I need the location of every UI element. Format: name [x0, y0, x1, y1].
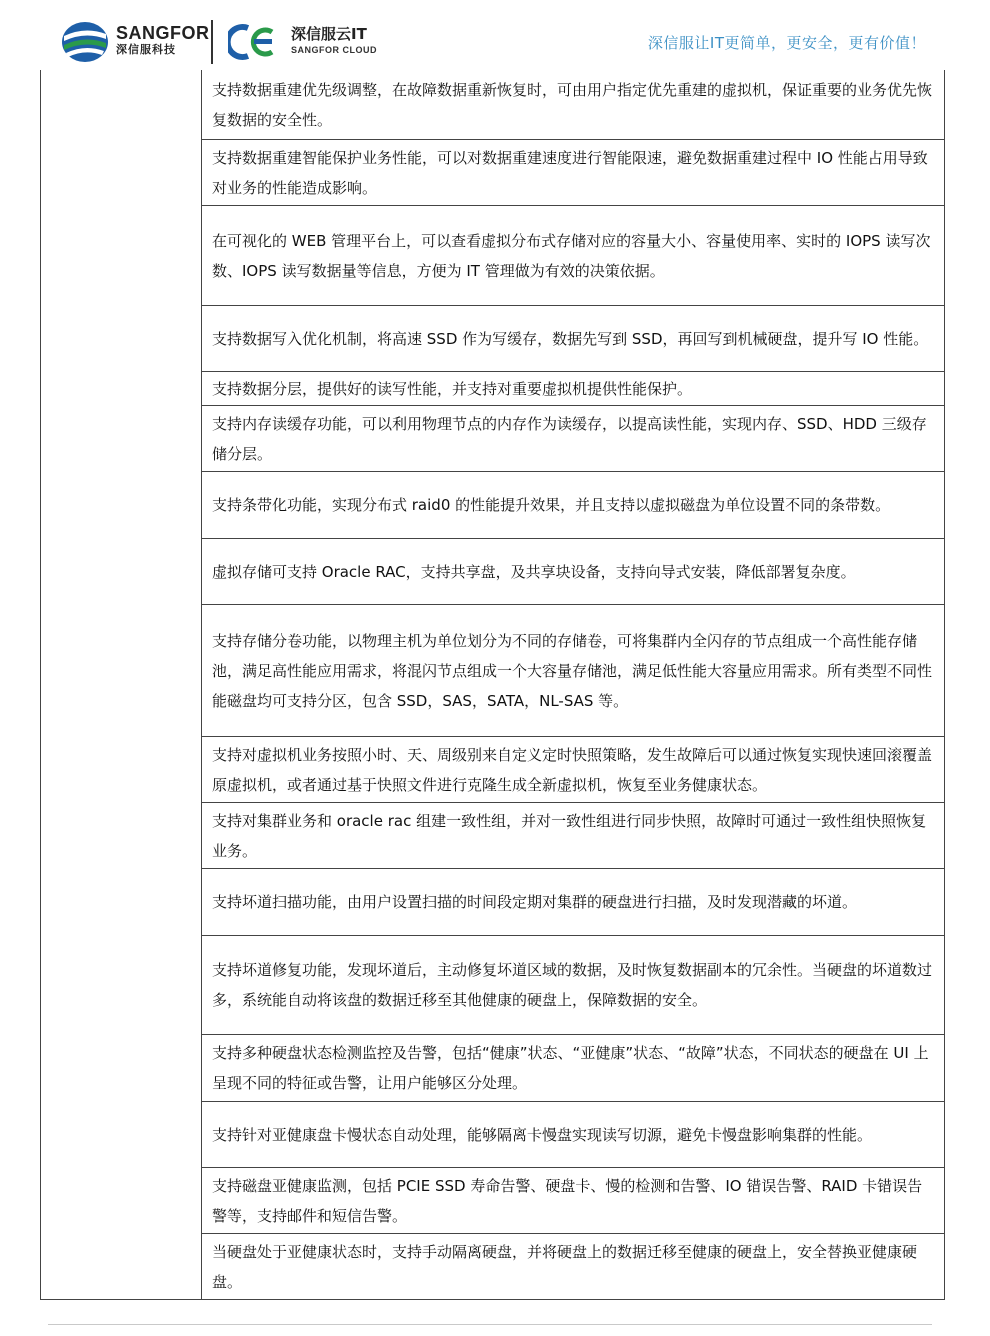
table-row [202, 472, 944, 539]
row-text: 支持数据分层，提供好的读写性能，并支持对重要虚拟机提供性能保护。 [212, 379, 693, 398]
row-text: 支持坏道扫描功能，由用户设置扫描的时间段定期对集群的硬盘进行扫描，及时发现潜藏的坏道。 [212, 893, 858, 911]
table-row [202, 372, 944, 406]
row-text: 支持坏道修复功能，发现坏道后，主动修复坏道区域的数据，及时恢复数据副本的冗余性。当硬盘的坏道数过多，系统能自动将该盘的数据迁移至其他健康的硬盘上，保障数据的安全。 [212, 961, 933, 1009]
row-text: 在可视化的 WEB 管理平台上，可以查看虚拟分布式存储对应的容量大小、容量使用率、实时的 IOPS 读写次数、IOPS 读写数据量等信息，方便为 IT 管理做为有效的决策依据。 [212, 231, 931, 280]
slogan: 深信服让IT更简单，更安全，更有价值！ [647, 34, 926, 52]
row-text: 支持条带化功能，实现分布式 raid0 的性能提升效果，并且支持以虚拟磁盘为单位设置不同的条带数。 [212, 496, 891, 514]
row-text: 支持多种硬盘状态检测监控及告警，包括“健康”状态、“亚健康”状态、“故障”状态，不同状态的硬盘在 UI 上呈现不同的特征或告警，让用户能够区分处理。 [212, 1044, 929, 1092]
page-header [0, 0, 990, 70]
cloud-name-cn: 深信服云IT [291, 25, 367, 43]
table-row [202, 869, 944, 936]
table-row [202, 306, 944, 372]
table-row [202, 936, 944, 1035]
row-text: 支持磁盘亚健康监测，包括 PCIE SSD 寿命告警、硬盘卡、慢的检测和告警、IO 错误告警、RAID 卡错误告警等，支持邮件和短信告警。 [212, 1176, 923, 1225]
feature-table [40, 70, 945, 1300]
table-row [202, 1035, 944, 1102]
cloud-name-en: SANGFOR CLOUD [291, 45, 377, 55]
cloud-brand [291, 25, 377, 57]
table-row [202, 70, 944, 140]
table-row [202, 1168, 944, 1234]
row-text: 虚拟存储可支持 Oracle RAC，支持共享盘，及共享块设备，支持向导式安装，降低部署复杂度。 [212, 562, 856, 581]
table-row [202, 1102, 944, 1168]
description-column [201, 70, 945, 1300]
sangfor-cloud-logo-icon [228, 22, 286, 62]
category-column [40, 70, 201, 1300]
header-divider [211, 20, 213, 64]
table-row [202, 539, 944, 605]
row-text: 支持数据写入优化机制，将高速 SSD 作为写缓存，数据先写到 SSD，再回写到机械硬盘，提升写 IO 性能。 [212, 329, 929, 348]
table-row [202, 406, 944, 472]
sangfor-brand [116, 23, 210, 57]
brand-name-cn: 深信服科技 [116, 43, 176, 56]
table-row [202, 206, 944, 306]
row-text: 当硬盘处于亚健康状态时，支持手动隔离硬盘，并将硬盘上的数据迁移至健康的硬盘上，安全替换亚健康硬盘。 [212, 1242, 918, 1291]
brand-name-en: SANGFOR [116, 23, 210, 43]
row-text: 支持数据重建智能保护业务性能，可以对数据重建速度进行智能限速，避免数据重建过程中 IO 性能占用导致对业务的性能造成影响。 [212, 148, 928, 197]
row-text: 支持对集群业务和 oracle rac 组建一致性组，并对一致性组进行同步快照，故障时可通过一致性组快照恢复业务。 [212, 811, 927, 860]
row-text: 支持针对亚健康盘卡慢状态自动处理，能够隔离卡慢盘实现读写切源，避免卡慢盘影响集群的性能。 [212, 1125, 873, 1144]
table-row [202, 1234, 944, 1300]
row-text: 支持对虚拟机业务按照小时、天、周级别来自定义定时快照策略，发生故障后可以通过恢复实现快速回滚覆盖原虚拟机，或者通过基于快照文件进行克隆生成全新虚拟机，恢复至业务健康状态。 [212, 745, 933, 794]
row-text: 支持内存读缓存功能，可以利用物理节点的内存作为读缓存，以提高读性能，实现内存、SSD、HDD 三级存储分层。 [212, 414, 927, 463]
sangfor-logo-icon [60, 20, 110, 64]
table-row [202, 140, 944, 206]
table-row [202, 803, 944, 869]
row-text: 支持存储分卷功能，以物理主机为单位划分为不同的存储卷，可将集群内全闪存的节点组成一个高性能存储池，满足高性能应用需求，将混闪节点组成一个大容量存储池，满足低性能大容量应用需求。所有类型不同性能磁盘均可支持分区，包含 SSD，SAS，SATA，NL-SAS 等。 [212, 631, 933, 710]
row-text: 支持数据重建优先级调整，在故障数据重新恢复时，可由用户指定优先重建的虚拟机，保证重要的业务优先恢复数据的安全性。 [212, 80, 933, 129]
table-row [202, 605, 944, 737]
table-row [202, 737, 944, 803]
footer-divider [48, 1324, 932, 1325]
